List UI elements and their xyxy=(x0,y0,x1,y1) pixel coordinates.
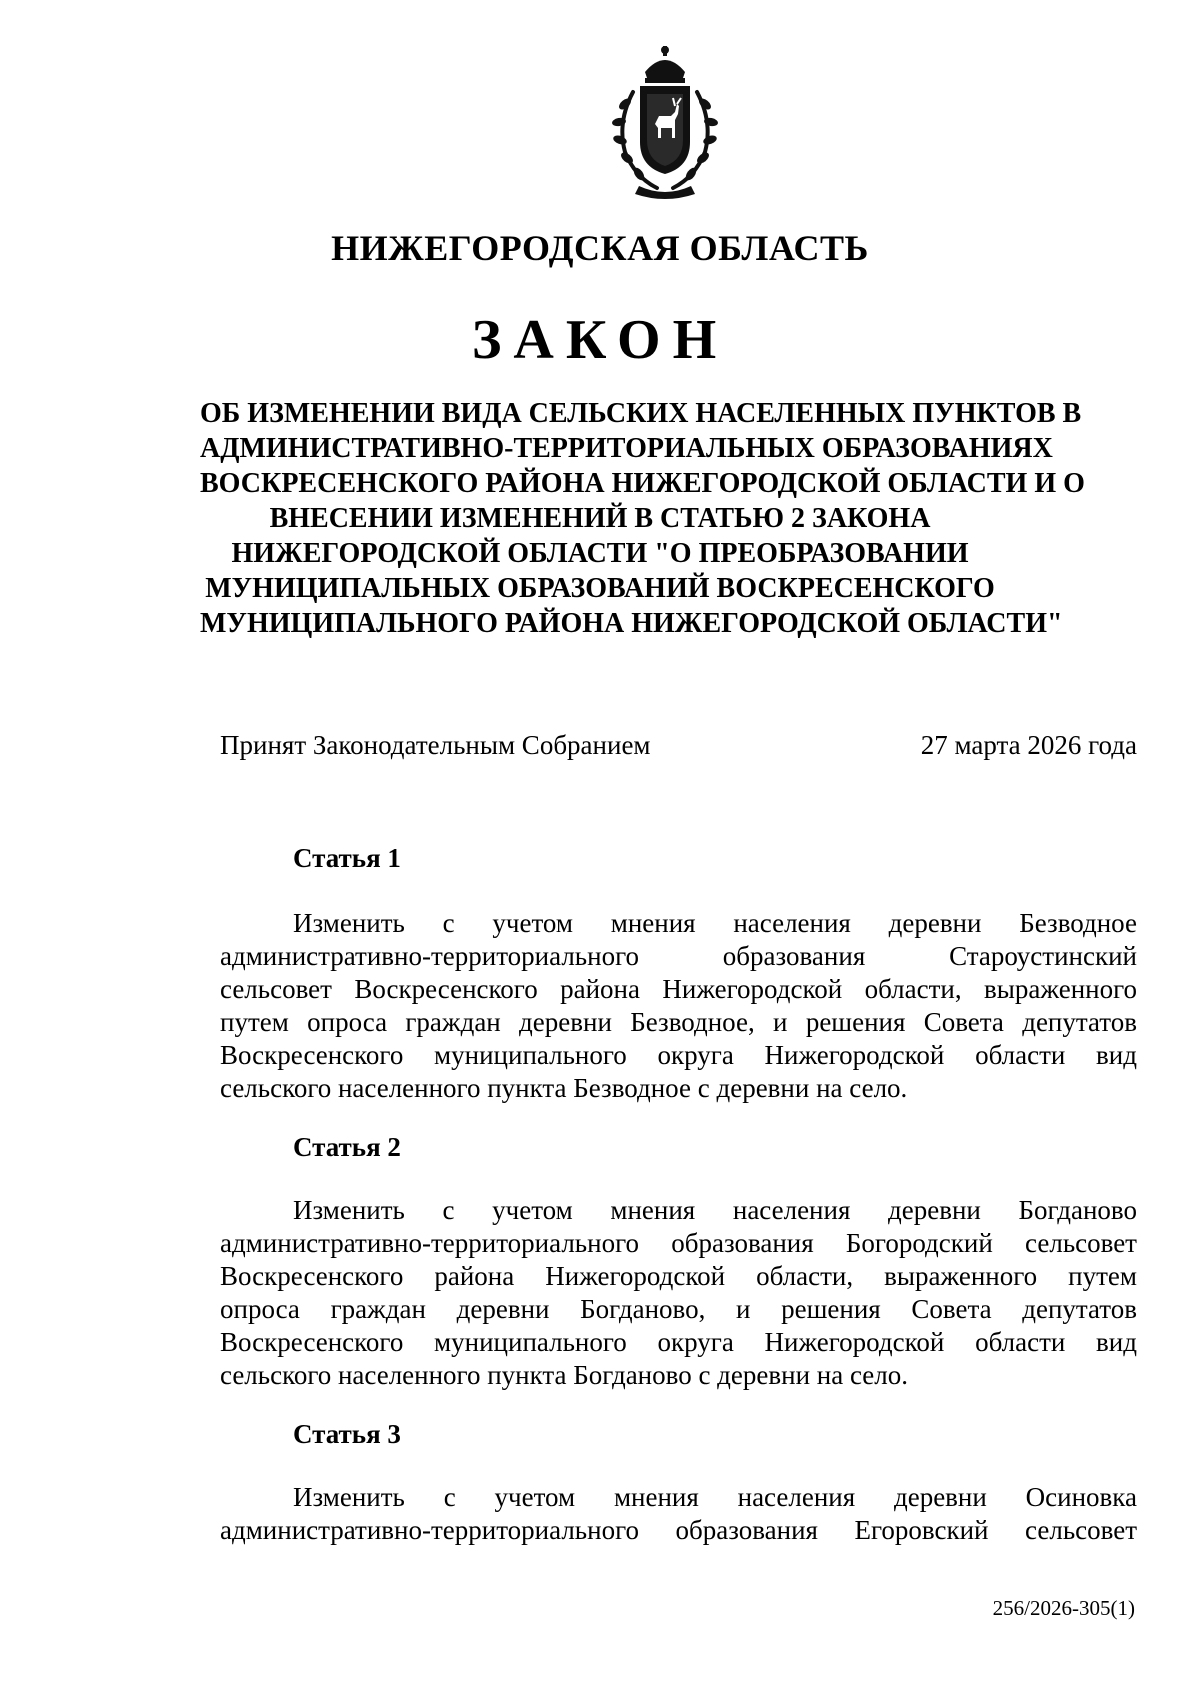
law-title-line: МУНИЦИПАЛЬНОГО РАЙОНА НИЖЕГОРОДСКОЙ ОБЛАСТИ" xyxy=(200,608,1063,639)
law-title-line: АДМИНИСТРАТИВНО-ТЕРРИТОРИАЛЬНЫХ ОБРАЗОВАНИЯХ xyxy=(200,433,1053,464)
article-3-heading: Статья 3 xyxy=(293,1419,401,1449)
article-line: Воскресенского муниципального округа Нижегородской области вид xyxy=(220,1040,1137,1070)
article-line: Воскресенского района Нижегородской области, выраженного путем xyxy=(220,1261,1137,1291)
article-line: сельсовет Воскресенского района Нижегородской области, выраженного xyxy=(220,974,1137,1004)
law-title-line: ВНЕСЕНИИ ИЗМЕНЕНИЙ В СТАТЬЮ 2 ЗАКОНА xyxy=(269,503,931,534)
article-2-body xyxy=(220,1194,1137,1392)
article-3-body xyxy=(220,1481,1137,1547)
document-type-heading: ЗАКОН xyxy=(471,309,729,371)
document-number: 256/2026-305(1) xyxy=(992,1596,1135,1620)
article-line: административно-территориального образования Староустинский xyxy=(220,941,1137,971)
article-line: Воскресенского муниципального округа Нижегородской области вид xyxy=(220,1327,1137,1357)
article-line: опроса граждан деревни Богданово, и решения Совета депутатов xyxy=(220,1294,1137,1324)
article-line: сельского населенного пункта Безводное с деревни на село. xyxy=(220,1073,908,1103)
adopted-by-text: Принят Законодательным Собранием xyxy=(220,730,651,760)
article-line: сельского населенного пункта Богданово с деревни на село. xyxy=(220,1360,908,1390)
coat-of-arms-emblem xyxy=(595,42,735,202)
article-1-heading: Статья 1 xyxy=(293,843,401,873)
article-line: Изменить с учетом мнения населения деревни Безводное xyxy=(293,908,1137,938)
region-heading: НИЖЕГОРОДСКАЯ ОБЛАСТЬ xyxy=(331,228,869,268)
adoption-date: 27 марта 2026 года xyxy=(920,730,1137,760)
law-title-line: НИЖЕГОРОДСКОЙ ОБЛАСТИ "О ПРЕОБРАЗОВАНИИ xyxy=(231,538,969,569)
article-1-body xyxy=(220,907,1137,1105)
law-title-line: МУНИЦИПАЛЬНЫХ ОБРАЗОВАНИЙ ВОСКРЕСЕНСКОГО xyxy=(205,573,995,604)
article-line: административно-территориального образования Егоровский сельсовет xyxy=(220,1515,1137,1545)
article-line: путем опроса граждан деревни Безводное, и решения Совета депутатов xyxy=(220,1007,1137,1037)
law-title xyxy=(200,396,1085,641)
article-line: Изменить с учетом мнения населения деревни Осиновка xyxy=(293,1482,1137,1512)
law-title-line: ВОСКРЕСЕНСКОГО РАЙОНА НИЖЕГОРОДСКОЙ ОБЛАСТИ И О xyxy=(200,468,1085,499)
article-line: административно-территориального образования Богородский сельсовет xyxy=(220,1228,1137,1258)
article-line: Изменить с учетом мнения населения деревни Богданово xyxy=(293,1195,1137,1225)
article-2-heading: Статья 2 xyxy=(293,1132,401,1162)
law-title-line: ОБ ИЗМЕНЕНИИ ВИДА СЕЛЬСКИХ НАСЕЛЕННЫХ ПУНКТОВ В xyxy=(200,398,1082,429)
